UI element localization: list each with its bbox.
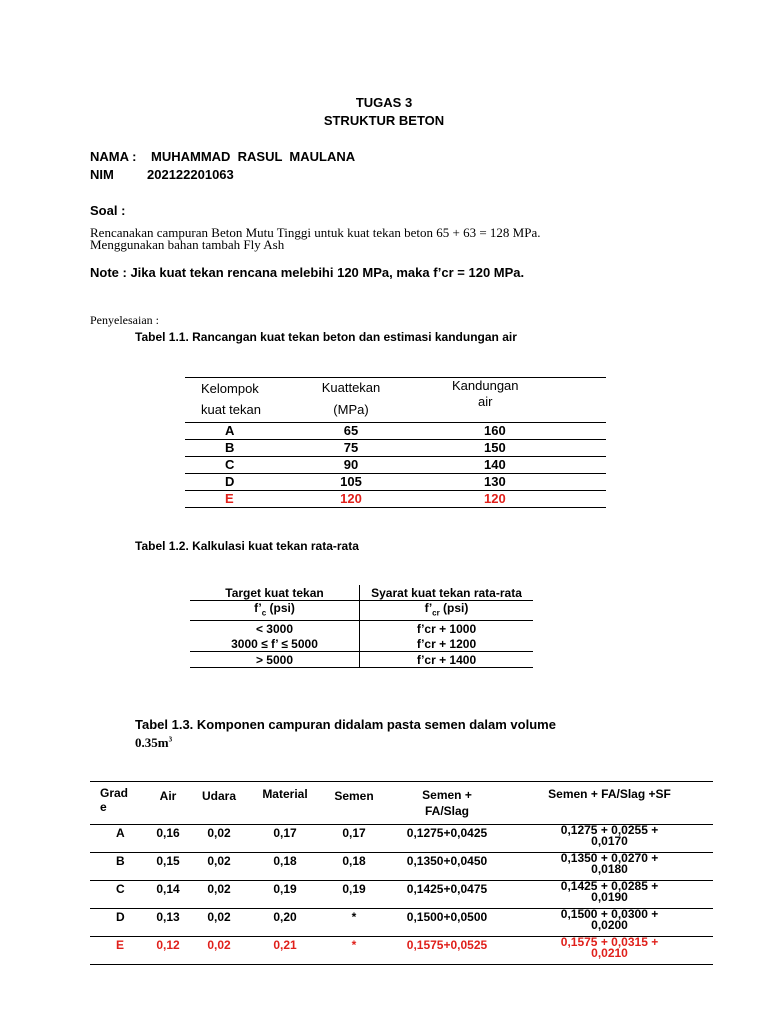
t3-header-fa-text: Semen + FA/Slag [422, 788, 472, 818]
t3-cell-sf-text: 0,1425 + 0,0285 + 0,0190 [560, 879, 659, 904]
t3-header-udara: Udara [188, 782, 250, 825]
t1-header-water-l2: air [478, 394, 493, 409]
t3-cell-air: 0,13 [148, 909, 188, 937]
t1-cell-strength: 75 [296, 440, 432, 457]
t3-cell-semen: * [320, 909, 388, 937]
t3-cell-sf-text: 0,1350 + 0,0270 + 0,0180 [560, 851, 659, 876]
t3-cell-air: 0,16 [148, 825, 188, 853]
t3-cell-semen: 0,17 [320, 825, 388, 853]
t3-cell-sf [506, 853, 713, 881]
table-row [190, 652, 533, 668]
t3-cell-sf-text: 0,1500 + 0,0300 + 0,0200 [560, 907, 659, 932]
t1-header-strength [296, 378, 432, 423]
t2-header-syarat: Syarat kuat tekan rata-rata [371, 585, 522, 600]
t3-header-grade [90, 782, 148, 825]
t3-cell-material: 0,17 [250, 825, 320, 853]
t1-cell-strength: 90 [296, 457, 432, 474]
penyelesaian-label: Penyelesaian : [90, 313, 159, 327]
t3-cell-udara: 0,02 [188, 937, 250, 965]
t3-cell-air: 0,14 [148, 881, 188, 909]
t1-cell-water: 140 [432, 457, 606, 474]
t1-header-group-l2: kuat tekan [201, 402, 261, 417]
table-row [90, 881, 713, 909]
t3-cell-fa: 0,1275+0,0425 [388, 825, 506, 853]
table1-caption: Tabel 1.1. Rancangan kuat tekan beton dan estimasi kandungan air [135, 330, 517, 344]
t3-cell-material: 0,18 [250, 853, 320, 881]
t3-cell-grade: B [90, 853, 148, 881]
t3-cell-sf [506, 825, 713, 853]
t1-cell-group: E [185, 491, 296, 508]
t3-header-material: Material [250, 782, 320, 825]
soal-text [90, 227, 540, 251]
t3-header-semen: Semen [320, 782, 388, 825]
table3 [90, 781, 713, 965]
table-row [185, 440, 606, 457]
t3-cell-grade: A [90, 825, 148, 853]
t1-cell-group: D [185, 474, 296, 491]
nama-value: MUHAMMAD RASUL MAULANA [151, 149, 356, 164]
table-row [90, 909, 713, 937]
doc-title: TUGAS 3 [355, 95, 413, 110]
nim-value: 202122201063 [147, 167, 234, 182]
t1-header-group [185, 378, 296, 423]
soal-line-1: Rencanakan campuran Beton Mutu Tinggi untuk kuat tekan beton 65 + 63 = 128 MPa. [90, 225, 541, 240]
table1 [185, 377, 606, 508]
t2-cell-target: > 5000 [190, 652, 360, 668]
t3-cell-sf-text: 0,1275 + 0,0255 + 0,0170 [560, 823, 659, 848]
t1-cell-group: C [185, 457, 296, 474]
t2-cell-syarat: f’cr + 1400 [360, 652, 534, 668]
t2-cell-target: 3000 ≤ f’ ≤ 5000 [190, 636, 360, 652]
t2-cell-syarat: f’cr + 1200 [360, 636, 534, 652]
t1-cell-strength: 105 [296, 474, 432, 491]
t1-cell-group: A [185, 423, 296, 440]
t3-cell-sf [506, 909, 713, 937]
t1-header-strength-l1: Kuattekan [321, 380, 381, 395]
t3-cell-grade: D [90, 909, 148, 937]
t1-cell-water: 150 [432, 440, 606, 457]
note: Note : Jika kuat tekan rencana melebihi 120 MPa, maka f’cr = 120 MPa. [90, 265, 525, 280]
t1-header-strength-l2: (MPa) [333, 402, 369, 417]
table3-caption-volume: $0.35m^3$ [135, 735, 173, 750]
t3-cell-sf [506, 937, 713, 965]
t2-sub-syarat: $f’_{cr}$ (psi) [360, 601, 534, 621]
t3-cell-fa: 0,1425+0,0475 [388, 881, 506, 909]
t3-header-sf: Semen + FA/Slag +SF [506, 782, 713, 825]
t3-header-grade-text: Grad e [100, 786, 129, 814]
table-row [185, 474, 606, 491]
t3-cell-udara: 0,02 [188, 881, 250, 909]
t1-cell-group: B [185, 440, 296, 457]
t1-header-water-l1: Kandungan [452, 378, 519, 393]
t3-cell-semen: 0,19 [320, 881, 388, 909]
t2-sub-target: $f’_c$ (psi) [190, 601, 360, 621]
table2-caption: Tabel 1.2. Kalkulasi kuat tekan rata-rata [135, 539, 359, 553]
table3-caption: Tabel 1.3. Komponen campuran didalam pasta semen dalam volume [135, 717, 556, 732]
t1-cell-water: 160 [432, 423, 606, 440]
table-row [90, 853, 713, 881]
t3-cell-udara: 0,02 [188, 909, 250, 937]
t3-cell-grade: E [90, 937, 148, 965]
soal-label: Soal : [90, 203, 126, 218]
t1-header-water [432, 378, 606, 423]
t3-cell-sf [506, 881, 713, 909]
t2-cell-syarat: f’cr + 1000 [416, 621, 477, 636]
soal-line-2: Menggunakan bahan tambah Fly Ash [90, 237, 285, 252]
table-row [185, 423, 606, 440]
t3-cell-material: 0,20 [250, 909, 320, 937]
table2 [190, 585, 533, 668]
t3-cell-udara: 0,02 [188, 825, 250, 853]
table-row [185, 491, 606, 508]
t1-cell-water: 120 [432, 491, 606, 508]
t3-header-fa [388, 782, 506, 825]
t3-cell-material: 0,19 [250, 881, 320, 909]
table-row [185, 457, 606, 474]
t3-cell-udara: 0,02 [188, 853, 250, 881]
t3-cell-air: 0,15 [148, 853, 188, 881]
t1-header-group-l1: Kelompok [201, 381, 259, 396]
t3-header-air: Air [148, 782, 188, 825]
t1-cell-strength: 120 [296, 491, 432, 508]
t3-cell-fa: 0,1500+0,0500 [388, 909, 506, 937]
table-row [90, 825, 713, 853]
t3-cell-sf-text: 0,1575 + 0,0315 + 0,0210 [560, 935, 659, 960]
nim-label: NIM [90, 167, 114, 182]
table-row [90, 937, 713, 965]
doc-subtitle: STRUKTUR BETON [323, 113, 445, 128]
table-row [190, 621, 533, 637]
t1-cell-water: 130 [432, 474, 606, 491]
t1-cell-strength: 65 [296, 423, 432, 440]
nama-label: NAMA : [90, 149, 137, 164]
t3-cell-fa: 0,1575+0,0525 [388, 937, 506, 965]
t2-header-target: Target kuat tekan [190, 585, 360, 601]
t3-cell-fa: 0,1350+0,0450 [388, 853, 506, 881]
t3-cell-semen: 0,18 [320, 853, 388, 881]
table-row [190, 636, 533, 652]
t3-cell-semen: * [320, 937, 388, 965]
t3-cell-air: 0,12 [148, 937, 188, 965]
t2-cell-target: < 3000 [190, 621, 360, 637]
t3-cell-grade: C [90, 881, 148, 909]
t3-cell-material: 0,21 [250, 937, 320, 965]
